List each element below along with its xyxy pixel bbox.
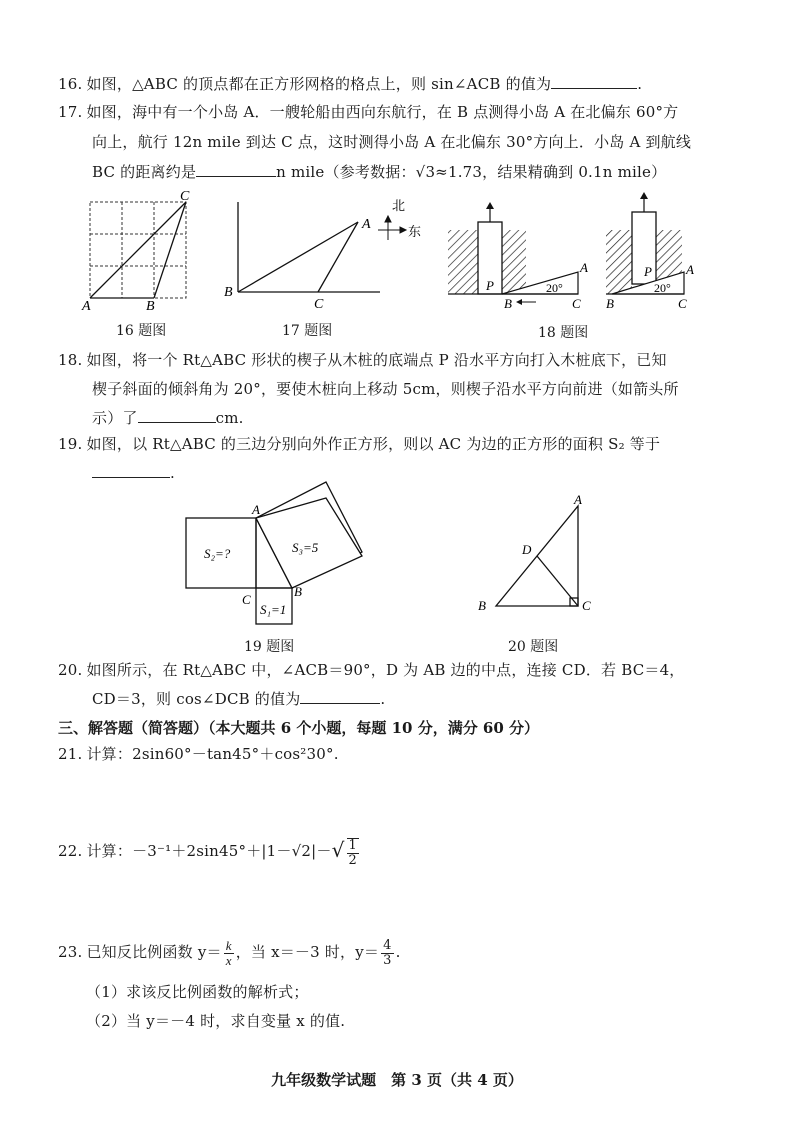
question-text-line1: 如图，以 Rt△ABC 的三边分别向外作正方形，则以 AC 为边的正方形的面积 S₂ 等于 [86,435,661,453]
question-20 [58,656,754,714]
label-s2: S₂=? [204,546,231,561]
question-text-a: 已知反比例函数 y＝ [86,943,222,961]
question-text: 如图，△ABC 的顶点都在正方形网格的格点上，则 sin∠ACB 的值为 [86,75,552,93]
figure-18-caption: 18 题图 [538,325,589,341]
question-number: 23. [58,943,83,961]
figure-16-caption: 16 题图 [116,323,167,339]
label-a: A [82,299,91,314]
fraction-three: 3 [383,952,392,968]
label-c: C [242,592,251,607]
question-text-b: ，当 x＝－3 时，y＝ [235,943,380,961]
angle-label: 20° [546,281,563,295]
punctuation: . [637,75,643,93]
label-c: C [314,297,324,312]
question-number: 17. [58,103,83,121]
label-p-2: P [644,264,652,279]
question-number: 20. [58,661,83,679]
label-a: A [252,502,260,517]
label-b: B [504,296,512,311]
question-16 [58,70,754,99]
label-s1: S₁=1 [260,602,287,617]
answer-blank[interactable] [300,685,380,704]
section-heading: 三、解答题（简答题）（本大题共 6 个小题，每题 10 分，满分 60 分） [58,719,540,737]
question-number: 19. [58,435,83,453]
answer-blank[interactable] [551,70,637,89]
sqrt-fraction: √ $\frac{1}{2}$ [331,838,358,868]
question-18 [58,346,754,433]
figure-20 [472,494,602,618]
question-text-line2: CD＝3，则 cos∠DCB 的值为 [92,690,301,708]
compass-icon [378,216,406,240]
question-text-line2: 楔子斜面的倾斜角为 20°，要使木桩向上移动 5cm，则楔子沿水平方向前进（如箭头所 [92,380,679,398]
punctuation: . [170,464,175,482]
question-text-line3a: 示）了 [92,409,138,427]
fraction-four: 4 [383,937,392,953]
question-number: 18. [58,351,83,369]
answer-blank[interactable] [92,459,170,478]
label-east: 东 [408,224,422,239]
question-19 [58,430,754,488]
question-text-line1: 如图，将一个 Rt△ABC 形状的楔子从木桩的底端点 P 沿水平方向打入木桩底下，已知 [86,351,667,369]
label-b: B [294,584,302,599]
question-23 [58,938,754,1036]
label-c: C [582,598,591,613]
angle-label-2: 20° [654,281,671,295]
fraction-k: k [225,937,232,953]
label-d: D [522,542,532,557]
figure-17-caption: 17 题图 [282,323,333,339]
figure-17 [218,190,428,312]
label-s3: S₃=5 [292,540,319,555]
question-number: 16. [58,75,83,93]
fraction-numerator: 1 [348,838,358,853]
label-c: C [180,189,190,204]
question-number: 21. [58,745,83,763]
question-text-line1: 如图所示，在 Rt△ABC 中，∠ACB＝90°，D 为 AB 边的中点，连接 CD．若 BC＝4， [86,661,685,679]
question-22 [58,836,754,868]
label-b: B [146,299,155,314]
answer-blank[interactable] [138,404,216,423]
question-text-line1: 如图，海中有一个小岛 A．一艘轮船由西向东航行，在 B 点测得小岛 A 在北偏东 60°方 [86,103,679,121]
question-text-line3b: cm. [215,409,244,427]
label-a: A [362,217,371,232]
question-text: 计算：2sin60°－tan45°＋cos²30°. [86,745,339,763]
label-p: P [486,278,494,293]
label-a: A [574,492,582,507]
question-text-line2: 向上，航行 12n mile 到达 C 点，这时测得小岛 A 在北偏东 30°方向上．小岛 A 到航线 [92,133,692,151]
answer-blank[interactable] [196,158,276,177]
label-c: C [572,296,581,311]
label-a-2: A [686,262,694,277]
label-north: 北 [392,198,406,213]
question-text-line3b: n mile（参考数据：√3≈1.73，结果精确到 0.1n mile） [276,163,667,181]
page-footer: 九年级数学试题 第 3 页（共 4 页） [271,1071,523,1089]
label-b: B [478,598,486,613]
question-text-line3a: BC 的距离约是 [92,163,197,181]
label-b-2: B [606,296,614,311]
figure-18 [446,192,694,316]
figure-19 [180,496,372,626]
punctuation: . [395,943,401,961]
question-text: 计算：－3⁻¹＋2sin45°＋|1－√2|－ [86,842,332,860]
label-a: A [580,260,588,275]
fraction-x: x [225,952,232,968]
punctuation: . [380,690,386,708]
question-21 [58,740,754,769]
label-b: B [224,285,233,300]
question-number: 22. [58,842,83,860]
question-17 [58,98,754,187]
label-c-2: C [678,296,687,311]
figure-16 [80,190,192,312]
fraction-denominator: 2 [348,853,358,868]
question-part-1: （1）求该反比例函数的解析式； [86,982,309,1001]
question-part-2: （2）当 y＝－4 时，求自变量 x 的值. [86,1011,346,1030]
figure-20-caption: 20 题图 [508,639,559,655]
figure-19-caption: 19 题图 [244,639,295,655]
